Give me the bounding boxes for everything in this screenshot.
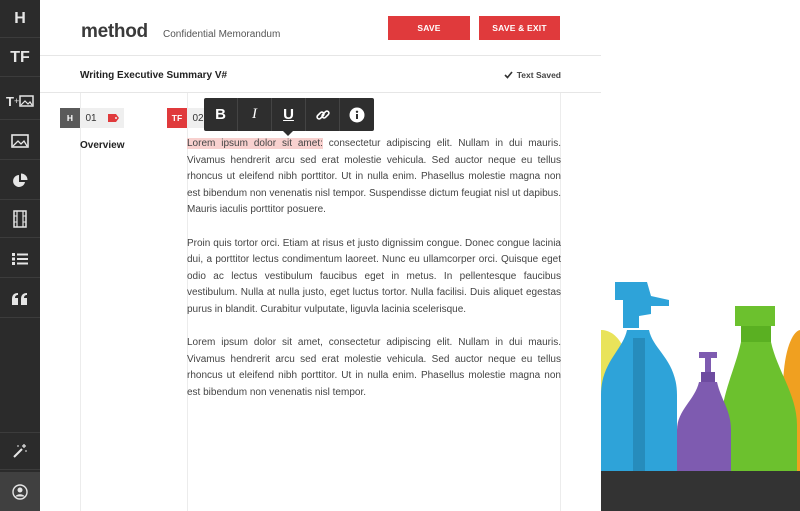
svg-text:T: T bbox=[6, 93, 14, 109]
user-icon bbox=[12, 484, 28, 500]
illustration-floor bbox=[601, 471, 800, 511]
add-heading-button[interactable] bbox=[0, 0, 40, 38]
italic-button[interactable] bbox=[238, 98, 272, 131]
add-video-button[interactable] bbox=[0, 200, 40, 238]
sidebar bbox=[0, 0, 40, 511]
link-button[interactable] bbox=[306, 98, 340, 131]
add-list-button[interactable] bbox=[0, 240, 40, 278]
paragraph-3: Lorem ipsum dolor sit amet, consectetur adipiscing elit. Nullam in dui mauris. Vivamus hendrerit arcu sed erat molestie vehicula. Sed auctor neque eu tellus rhoncus ut eleifend nibh porttitor. Ut in nulla enim. Phasellus molestie magna non est bibendum non venenatis nisl tempor. bbox=[187, 337, 561, 398]
bold-button[interactable] bbox=[204, 98, 238, 131]
document-type: Confidential Memorandum bbox=[163, 29, 281, 40]
image-icon bbox=[11, 134, 29, 148]
cleaning-bottles-illustration bbox=[601, 0, 800, 511]
add-quote-button[interactable] bbox=[0, 280, 40, 318]
text-field-number: 02 bbox=[187, 108, 209, 128]
paragraph-1-rest: consectetur adipiscing elit. Nullam in dui mauris. Vivamus hendrerit arcu sed erat molestie vehicula. Sed auctor neque eu tellus rhoncus ut eleifend nibh porttitor. Ut in nulla enim. Phasellus molestie magna non est bibendum non venenatis nisl tempor. Suspendisse dictum feugiat nisl ut dapibus. Mauris iaculis porttitor posuere. bbox=[187, 138, 561, 216]
list-icon bbox=[12, 252, 28, 266]
bold-icon: B bbox=[215, 106, 226, 123]
magic-wand-icon bbox=[12, 443, 28, 459]
heading-icon: H bbox=[14, 9, 26, 27]
underline-icon: U bbox=[283, 106, 294, 123]
pie-chart-icon bbox=[12, 173, 28, 189]
selected-text: Lorem ipsum dolor sit amet: bbox=[187, 138, 323, 149]
add-text-image-button[interactable] bbox=[0, 82, 40, 120]
text-field-icon: TF bbox=[10, 48, 30, 66]
user-profile-button[interactable] bbox=[0, 472, 40, 511]
section-label-overview[interactable]: Overview bbox=[80, 140, 125, 151]
heading-number: 01 bbox=[80, 108, 102, 128]
save-status-text: Text Saved bbox=[516, 70, 561, 80]
paragraph-1 bbox=[187, 136, 561, 219]
save-exit-button[interactable]: SAVE & EXIT bbox=[479, 16, 560, 40]
method-logo: method bbox=[81, 21, 148, 42]
editor-main bbox=[40, 0, 601, 511]
label-tag-icon bbox=[108, 114, 119, 122]
document-title: Writing Executive Summary V# bbox=[80, 70, 228, 81]
video-icon bbox=[13, 210, 27, 228]
tag-label-button[interactable] bbox=[102, 108, 124, 128]
svg-text:+: + bbox=[14, 95, 20, 106]
save-status bbox=[504, 70, 561, 80]
heading-tag: H bbox=[60, 108, 80, 128]
add-chart-button[interactable] bbox=[0, 162, 40, 200]
save-button[interactable]: SAVE bbox=[388, 16, 470, 40]
illustration-panel bbox=[601, 0, 800, 511]
magic-wand-button[interactable] bbox=[0, 432, 40, 470]
paragraph-2: Proin quis tortor orci. Etiam at risus et justo dignissim congue. Donec congue lacinia dui, a porttitor lectus condimentum laoreet. Nunc eu ullamcorper orci. Quisque eget odio ac lectus vestibulum faucibus eget in metus. In pellentesque faucibus vestibulum. Nulla at nulla justo, eget luctus tortor. Nulla facilisi. Duis aliquet egestas purus in blandit. Curabitur vulputate, liguvla lacinia scelerisque. bbox=[187, 237, 561, 315]
add-image-button[interactable] bbox=[0, 122, 40, 160]
link-icon bbox=[315, 107, 331, 123]
info-icon bbox=[349, 107, 365, 123]
underline-button[interactable] bbox=[272, 98, 306, 131]
quote-icon bbox=[12, 293, 28, 305]
text-field-tag: TF bbox=[167, 108, 187, 128]
text-image-icon bbox=[6, 93, 34, 109]
checkmark-icon bbox=[504, 71, 513, 79]
outline-column bbox=[80, 93, 187, 511]
top-bar bbox=[40, 0, 601, 56]
text-editor[interactable] bbox=[187, 136, 561, 418]
add-text-field-button[interactable] bbox=[0, 39, 40, 77]
formatting-toolbar bbox=[204, 98, 374, 131]
toolbar-caret bbox=[283, 131, 293, 136]
info-button[interactable] bbox=[340, 98, 374, 131]
italic-icon: I bbox=[252, 106, 257, 122]
document-title-bar bbox=[40, 57, 601, 93]
